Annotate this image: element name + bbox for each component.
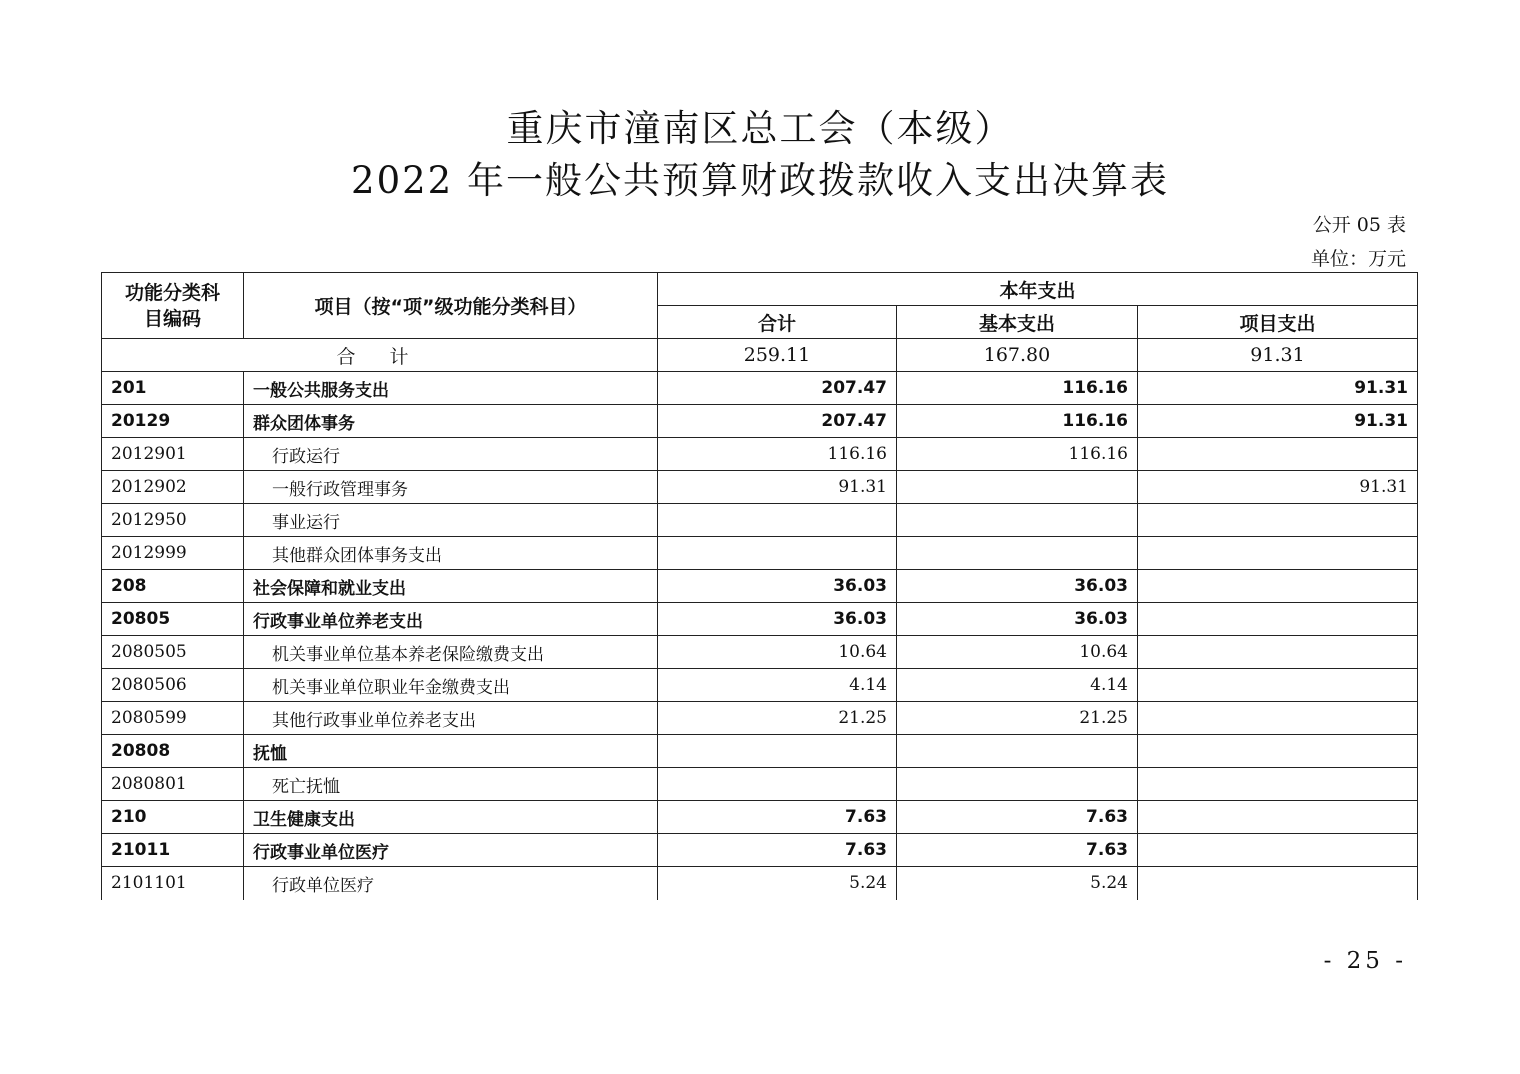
row-project (1138, 603, 1418, 636)
row-name: 一般公共服务支出 (244, 372, 658, 405)
row-project (1138, 867, 1418, 900)
row-name: 群众团体事务 (244, 405, 658, 438)
row-project (1138, 834, 1418, 867)
row-code: 2101101 (102, 867, 244, 900)
row-project (1138, 735, 1418, 768)
row-code: 210 (102, 801, 244, 834)
table-row (102, 834, 1418, 867)
row-name: 行政运行 (244, 438, 658, 471)
row-basic: 36.03 (897, 603, 1138, 636)
row-total: 4.14 (658, 669, 897, 702)
header-total: 合计 (658, 306, 897, 339)
row-code: 2012901 (102, 438, 244, 471)
row-project (1138, 570, 1418, 603)
header-code (102, 273, 244, 339)
row-basic (897, 735, 1138, 768)
row-project (1138, 669, 1418, 702)
row-project: 91.31 (1138, 471, 1418, 504)
table-row (102, 636, 1418, 669)
table-row (102, 471, 1418, 504)
row-name: 行政事业单位医疗 (244, 834, 658, 867)
row-basic: 116.16 (897, 372, 1138, 405)
row-code: 2080506 (102, 669, 244, 702)
row-code: 21011 (102, 834, 244, 867)
total-project: 91.31 (1138, 339, 1418, 372)
row-code: 2080505 (102, 636, 244, 669)
table-row (102, 768, 1418, 801)
total-basic: 167.80 (897, 339, 1138, 372)
table-row (102, 405, 1418, 438)
row-code: 20808 (102, 735, 244, 768)
row-total: 36.03 (658, 603, 897, 636)
table-row (102, 570, 1418, 603)
header-basic: 基本支出 (897, 306, 1138, 339)
budget-table (101, 272, 1418, 900)
table-row (102, 438, 1418, 471)
row-name: 死亡抚恤 (244, 768, 658, 801)
row-project: 91.31 (1138, 405, 1418, 438)
row-code: 20129 (102, 405, 244, 438)
row-basic (897, 471, 1138, 504)
row-total: 5.24 (658, 867, 897, 900)
table-row (102, 603, 1418, 636)
row-basic: 116.16 (897, 405, 1138, 438)
row-code: 2080801 (102, 768, 244, 801)
page-subtitle: 2022 年一般公共预算财政拨款收入支出决算表 (351, 159, 1169, 202)
row-project: 91.31 (1138, 372, 1418, 405)
row-basic: 5.24 (897, 867, 1138, 900)
row-name: 行政事业单位养老支出 (244, 603, 658, 636)
page-title: 重庆市潼南区总工会（本级） (506, 107, 1014, 150)
row-total: 207.47 (658, 372, 897, 405)
row-total (658, 768, 897, 801)
row-code: 208 (102, 570, 244, 603)
row-project (1138, 438, 1418, 471)
header-project: 项目支出 (1138, 306, 1418, 339)
row-project (1138, 537, 1418, 570)
row-basic: 4.14 (897, 669, 1138, 702)
page-number: - 25 - (1323, 948, 1407, 974)
row-project (1138, 636, 1418, 669)
row-total (658, 735, 897, 768)
row-basic (897, 537, 1138, 570)
row-name: 其他群众团体事务支出 (244, 537, 658, 570)
row-name: 抚恤 (244, 735, 658, 768)
row-total: 36.03 (658, 570, 897, 603)
table-row (102, 669, 1418, 702)
total-row (102, 339, 1418, 372)
header-item: 项目（按“项”级功能分类科目） (244, 273, 658, 339)
row-code: 201 (102, 372, 244, 405)
header-row (102, 273, 1418, 306)
row-basic: 36.03 (897, 570, 1138, 603)
total-amount: 259.11 (658, 339, 897, 372)
row-name: 行政单位医疗 (244, 867, 658, 900)
header-code-label: 功能分类科目编码 (124, 281, 220, 330)
row-total (658, 537, 897, 570)
row-basic (897, 504, 1138, 537)
total-label: 合 计 (102, 339, 658, 372)
row-project (1138, 504, 1418, 537)
row-total: 91.31 (658, 471, 897, 504)
row-total: 10.64 (658, 636, 897, 669)
row-basic: 7.63 (897, 834, 1138, 867)
table-row (102, 702, 1418, 735)
row-code: 2080599 (102, 702, 244, 735)
table-row (102, 735, 1418, 768)
row-total: 7.63 (658, 801, 897, 834)
row-project (1138, 801, 1418, 834)
table-number: 公开 05 表 (1312, 214, 1406, 236)
row-total: 207.47 (658, 405, 897, 438)
row-total: 21.25 (658, 702, 897, 735)
row-basic: 10.64 (897, 636, 1138, 669)
row-name: 一般行政管理事务 (244, 471, 658, 504)
row-project (1138, 702, 1418, 735)
row-project (1138, 768, 1418, 801)
row-name: 卫生健康支出 (244, 801, 658, 834)
row-basic: 21.25 (897, 702, 1138, 735)
row-name: 事业运行 (244, 504, 658, 537)
table-row (102, 867, 1418, 900)
row-total: 116.16 (658, 438, 897, 471)
row-code: 2012950 (102, 504, 244, 537)
table-row (102, 504, 1418, 537)
row-basic (897, 768, 1138, 801)
row-code: 2012999 (102, 537, 244, 570)
unit-label: 单位：万元 (1310, 248, 1406, 270)
row-name: 社会保障和就业支出 (244, 570, 658, 603)
table-row (102, 372, 1418, 405)
row-name: 机关事业单位职业年金缴费支出 (244, 669, 658, 702)
row-basic: 116.16 (897, 438, 1138, 471)
row-basic: 7.63 (897, 801, 1138, 834)
row-total: 7.63 (658, 834, 897, 867)
row-total (658, 504, 897, 537)
row-name: 其他行政事业单位养老支出 (244, 702, 658, 735)
header-current-year: 本年支出 (658, 273, 1418, 306)
row-code: 2012902 (102, 471, 244, 504)
row-name: 机关事业单位基本养老保险缴费支出 (244, 636, 658, 669)
table-row (102, 801, 1418, 834)
row-code: 20805 (102, 603, 244, 636)
table-row (102, 537, 1418, 570)
